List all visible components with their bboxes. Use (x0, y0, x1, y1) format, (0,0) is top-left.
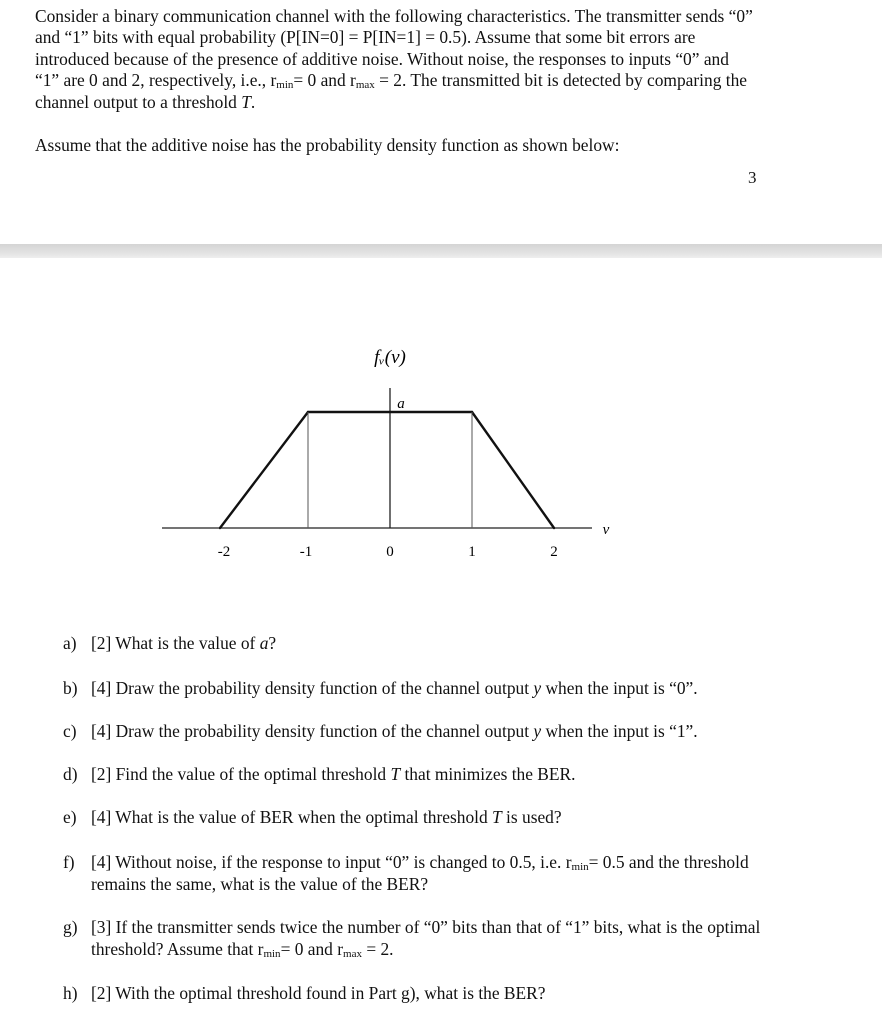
tick-label: 0 (386, 544, 394, 560)
question-letter: a) (63, 633, 77, 653)
question-letter: g) (63, 917, 78, 937)
question-letter: h) (63, 983, 78, 1003)
question-list (0, 600, 882, 1020)
question-text: [2] What is the value of a? (91, 633, 277, 653)
question-letter: e) (63, 807, 77, 827)
question-text: [4] Without noise, if the response to input “0” is changed to 0.5, i.e. $r_{min}= 0.5$ and the threshold remains the same, what is the value of the BER? (91, 852, 749, 894)
noise-pdf-plot (0, 258, 882, 598)
question-letter: d) (63, 764, 78, 784)
peak-label-a: a (397, 396, 405, 412)
pdf-marks (220, 412, 554, 528)
question-letter: f) (63, 852, 75, 872)
intro-line-5: channel output to a threshold T. (35, 91, 256, 112)
axis-variable-label: v (602, 522, 610, 538)
tick-label: 2 (550, 544, 558, 560)
question-letter: c) (63, 721, 77, 741)
pdf-segment-1 (220, 412, 308, 528)
question-text: [2] Find the value of the optimal threshold T that minimizes the BER. (91, 764, 576, 784)
question-text: [2] With the optimal threshold found in Part g), what is the BER? (91, 983, 546, 1003)
tick-label: -1 (299, 544, 313, 560)
intro-line-3: introduced because of the presence of additive noise. Without noise, the responses to inputs “0” and (35, 48, 729, 69)
question-text: [3] If the transmitter sends twice the number of “0” bits than that of “1” bits, what is the optimal threshold? Assume that $r_{min}= 0$ and $r_{max} = 2$. (91, 917, 761, 960)
intro-line-1: Consider a binary communication channel with the following characteristics. The transmitter sends “0” (35, 6, 753, 26)
question-text: [4] Draw the probability density function of the channel output y when the input is “0”. (91, 678, 698, 698)
tick-label: 1 (468, 544, 476, 560)
pdf-segment-3 (472, 412, 554, 528)
noise-pdf-figure (0, 258, 882, 598)
tick-label: -2 (217, 544, 231, 560)
question-letter: b) (63, 678, 78, 698)
assume-text: Assume that the additive noise has the probability density function as shown below: (35, 135, 620, 155)
page-break-divider (0, 244, 882, 258)
page-number: 3 (748, 168, 757, 187)
intro-paragraph (35, 6, 835, 113)
question-text: [4] Draw the probability density function of the channel output y when the input is “1”. (91, 721, 698, 741)
function-label: fᵥ(v) (374, 347, 406, 368)
problem-statement-page (0, 0, 882, 244)
intro-line-2: and “1” bits with equal probability (P[IN=0] = P[IN=1] = 0.5). Assume that some bit errors are (35, 27, 696, 48)
intro-line-4: “1” are 0 and 2, respectively, i.e., $r_{min}= 0$ and $r_{max} = 2$. The transmitted bit is detected by comparing the (35, 70, 747, 92)
tick-labels (218, 544, 558, 560)
question-text: [4] What is the value of BER when the optimal threshold T is used? (91, 807, 562, 827)
